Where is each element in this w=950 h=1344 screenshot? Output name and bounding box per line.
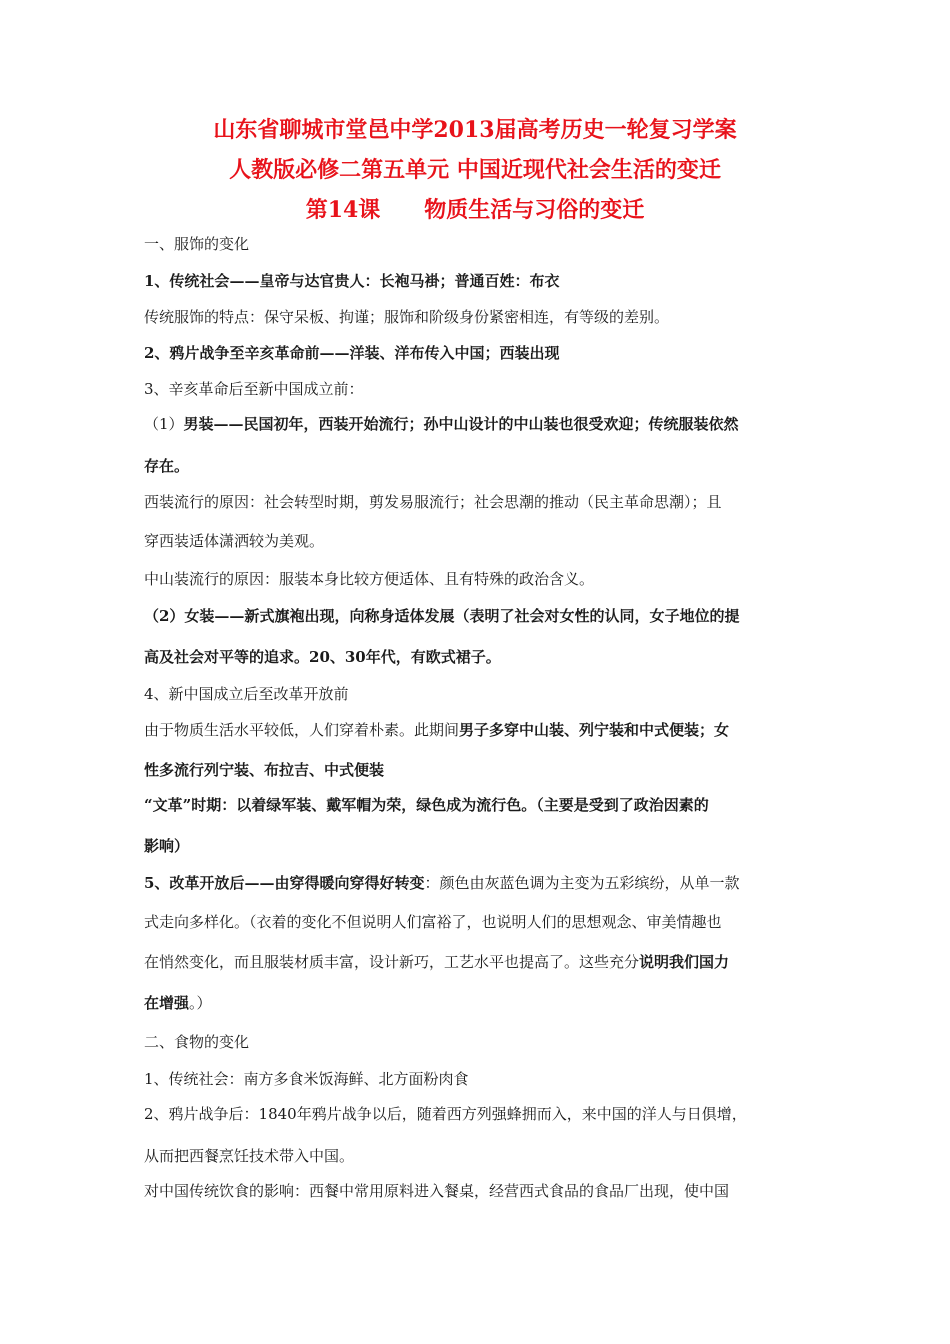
bold-text: 5、改革开放后——由穿得暖向穿得好转变 xyxy=(144,874,425,892)
body-text: 式走向多样化。（衣着的变化不但说明人们富裕了，也说明人们的思想观念、审美情趣也 xyxy=(144,913,722,931)
body-text: 在悄然变化，而且服装材质丰富，设计新巧，工艺水平也提高了。这些充分 xyxy=(144,953,640,971)
doc-title-school: 山东省聊城市堂邑中学2013届高考历史一轮复习学案 xyxy=(213,117,737,143)
body-text: 从而把西餐烹饪技术带入中国。 xyxy=(144,1147,355,1165)
text-line xyxy=(144,835,824,857)
doc-title-lesson: 第14课 物质生活与习俗的变迁 xyxy=(305,197,645,223)
body-text: 。） xyxy=(189,994,212,1012)
body-text: 二、食物的变化 xyxy=(144,1033,250,1051)
text-line xyxy=(144,911,824,933)
bold-text: 1、传统社会——皇帝与达官贵人：长袍马褂；普通百姓：布衣 xyxy=(144,272,560,290)
text-line xyxy=(144,759,824,781)
body-text: 中山装流行的原因：服装本身比较方便适体、且有特殊的政治含义。 xyxy=(144,570,595,588)
bold-text: 2、鸦片战争至辛亥革命前——洋装、洋布传入中国；西装出现 xyxy=(144,344,560,362)
bold-text: 男子多穿中山装、列宁装和中式便装；女 xyxy=(459,721,730,739)
text-line xyxy=(144,1068,824,1090)
text-line xyxy=(144,951,824,973)
bold-text: 高及社会对平等的追求。20、30年代，有欧式裙子。 xyxy=(144,648,501,666)
body-text: （1） xyxy=(144,415,184,433)
text-line xyxy=(144,270,824,292)
bold-text: （2）女装——新式旗袍出现，向称身适体发展（表明了社会对女性的认同，女子地位的提 xyxy=(144,607,740,625)
text-line xyxy=(144,530,824,552)
text-line xyxy=(144,872,824,894)
text-line xyxy=(144,233,824,255)
text-line xyxy=(144,568,824,590)
text-line xyxy=(144,646,824,668)
body-text: 由于物质生活水平较低，人们穿着朴素。此期间 xyxy=(144,721,460,739)
bold-text: 性多流行列宁装、布拉吉、中式便装 xyxy=(144,761,385,779)
bold-text: 影响） xyxy=(144,837,190,855)
doc-title-unit: 人教版必修二第五单元 中国近现代社会生活的变迁 xyxy=(229,157,721,183)
body-text: 传统服饰的特点：保守呆板、拘谨；服饰和阶级身份紧密相连，有等级的差别。 xyxy=(144,308,670,326)
bold-text: 男装——民国初年，西装开始流行；孙中山设计的中山装也很受欢迎；传统服装依然 xyxy=(183,415,739,433)
text-line xyxy=(144,491,824,513)
text-line xyxy=(144,1031,824,1053)
text-line xyxy=(144,992,824,1014)
text-line xyxy=(144,1103,824,1125)
text-line xyxy=(144,413,824,435)
bold-text: “文革”时期：以着绿军装、戴军帽为荣，绿色成为流行色。（主要是受到了政治因素的 xyxy=(144,796,709,814)
bold-text: 存在。 xyxy=(144,457,190,475)
body-text: 3、辛亥革命后至新中国成立前： xyxy=(144,380,364,398)
body-text: 西装流行的原因：社会转型时期，剪发易服流行；社会思潮的推动（民主革命思潮）；且 xyxy=(144,493,722,511)
text-line xyxy=(144,378,824,400)
text-line xyxy=(144,342,824,364)
text-line xyxy=(144,605,824,627)
text-line xyxy=(144,683,824,705)
text-line xyxy=(144,1180,824,1202)
text-line xyxy=(144,794,824,816)
body-text: 1、传统社会：南方多食米饭海鲜、北方面粉肉食 xyxy=(144,1070,469,1088)
body-text: 4、新中国成立后至改革开放前 xyxy=(144,685,349,703)
text-line xyxy=(144,1145,824,1167)
body-text: 2、鸦片战争后：1840年鸦片战争以后，随着西方列强蜂拥而入，来中国的洋人与日俱增， xyxy=(144,1105,747,1123)
body-text: 穿西装适体潇洒较为美观。 xyxy=(144,532,325,550)
bold-text: 说明我们国力 xyxy=(639,953,730,971)
body-text: 对中国传统饮食的影响：西餐中常用原料进入餐桌，经营西式食品的食品厂出现，使中国 xyxy=(144,1182,730,1200)
body-text: 一、服饰的变化 xyxy=(144,235,250,253)
text-line xyxy=(144,455,824,477)
body-text: ：颜色由灰蓝色调为主变为五彩缤纷，从单一款 xyxy=(424,874,740,892)
text-line xyxy=(144,306,824,328)
bold-text: 在增强 xyxy=(144,994,190,1012)
text-line xyxy=(144,719,824,741)
